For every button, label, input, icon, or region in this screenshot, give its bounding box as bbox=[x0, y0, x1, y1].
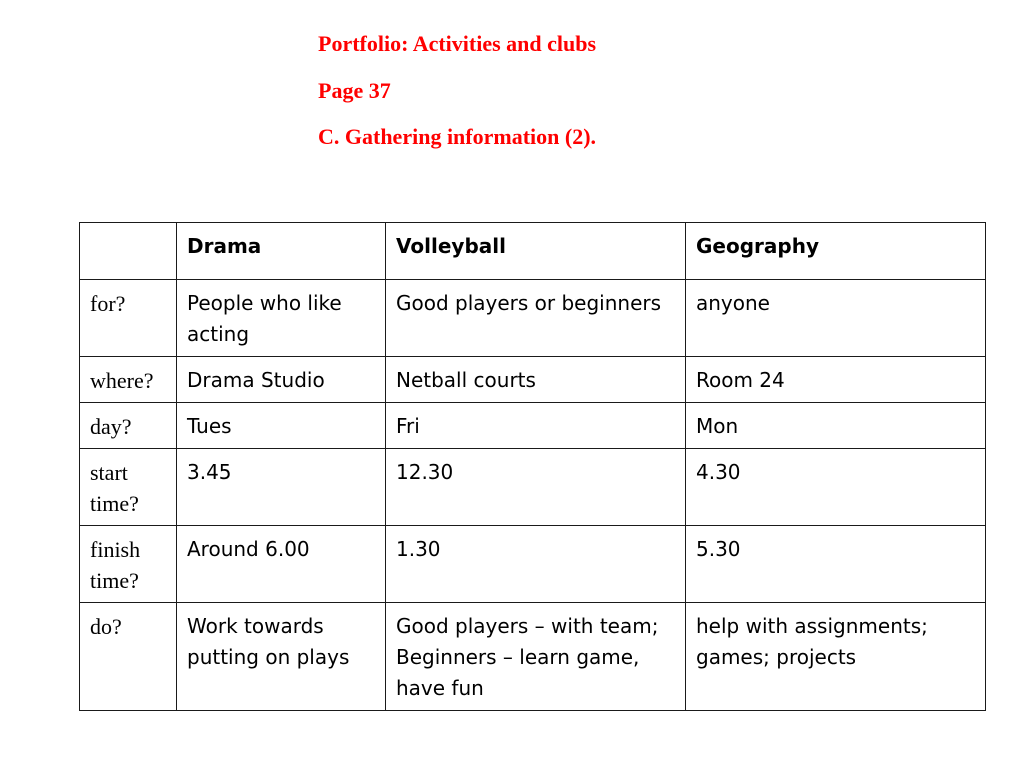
table-cell: Work towards putting on plays bbox=[177, 603, 386, 711]
section-heading: C. Gathering information (2). bbox=[318, 124, 597, 149]
table-row-start-time bbox=[80, 449, 986, 526]
table-cell: help with assignments; games; projects bbox=[686, 603, 986, 711]
table-cell: Good players – with team; Beginners – learn game, have fun bbox=[386, 603, 686, 711]
table-cell: Mon bbox=[686, 403, 986, 449]
corner-cell bbox=[80, 223, 177, 280]
row-label: do? bbox=[80, 603, 177, 711]
table-cell: Drama Studio bbox=[177, 357, 386, 403]
table-row-where bbox=[80, 357, 986, 403]
title-heading: Portfolio: Activities and clubs bbox=[318, 31, 597, 56]
row-label: where? bbox=[80, 357, 177, 403]
table-cell: 5.30 bbox=[686, 526, 986, 603]
table-cell: 1.30 bbox=[386, 526, 686, 603]
table-cell: 4.30 bbox=[686, 449, 986, 526]
clubs-info-table bbox=[79, 222, 986, 711]
row-label: day? bbox=[80, 403, 177, 449]
row-label: finish time? bbox=[80, 526, 177, 603]
table-cell: Room 24 bbox=[686, 357, 986, 403]
row-label: for? bbox=[80, 280, 177, 357]
table-cell: Around 6.00 bbox=[177, 526, 386, 603]
table-row-for bbox=[80, 280, 986, 357]
table-row-do bbox=[80, 603, 986, 711]
column-header-volleyball: Volleyball bbox=[386, 223, 686, 280]
table-cell: 3.45 bbox=[177, 449, 386, 526]
table-row-day bbox=[80, 403, 986, 449]
row-label: start time? bbox=[80, 449, 177, 526]
column-header-drama: Drama bbox=[177, 223, 386, 280]
table-cell: 12.30 bbox=[386, 449, 686, 526]
table-row-finish-time bbox=[80, 526, 986, 603]
table-cell: Good players or beginners bbox=[386, 280, 686, 357]
page-number-heading: Page 37 bbox=[318, 78, 391, 103]
column-header-geography: Geography bbox=[686, 223, 986, 280]
table-cell: Fri bbox=[386, 403, 686, 449]
table-cell: anyone bbox=[686, 280, 986, 357]
table-cell: Tues bbox=[177, 403, 386, 449]
table-header-row bbox=[80, 223, 986, 280]
table-cell: Netball courts bbox=[386, 357, 686, 403]
table-cell: People who like acting bbox=[177, 280, 386, 357]
